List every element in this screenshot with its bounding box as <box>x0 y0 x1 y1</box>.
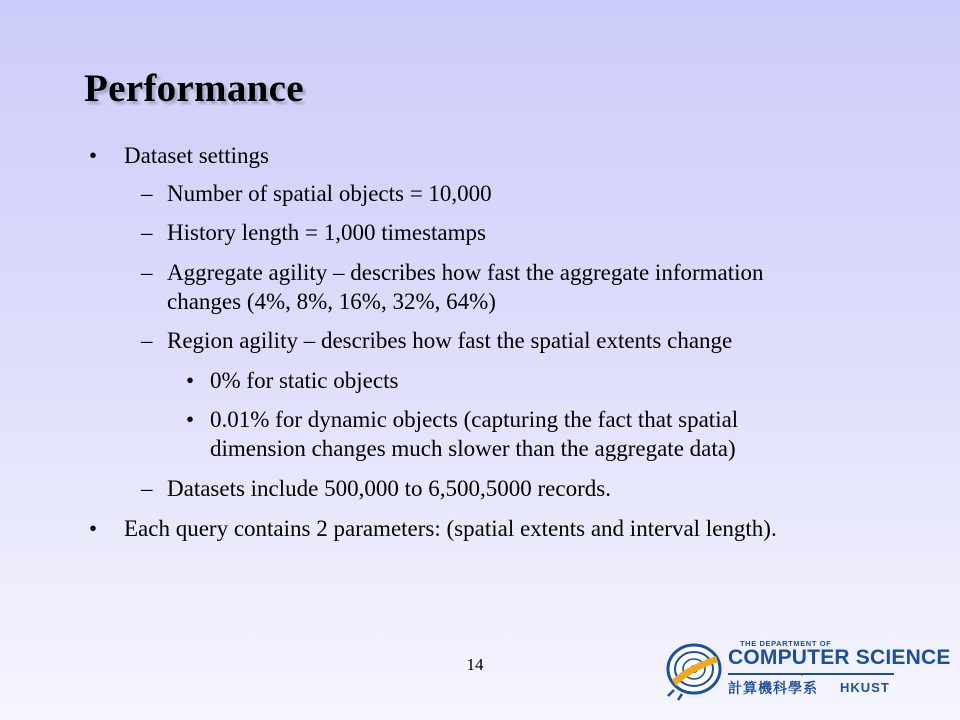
department-logo <box>664 636 951 702</box>
logo-chinese-text: 計算機科學系 <box>728 680 818 696</box>
bullet-text: Aggregate agility – describes how fast the aggregate information <box>167 260 764 285</box>
logo-university-text: HKUST <box>840 680 890 695</box>
bullet-marker: • <box>89 516 98 541</box>
bullet-text: Region agility – describes how fast the spatial extents change <box>167 328 733 353</box>
bullet-text: 0% for static objects <box>210 368 399 393</box>
slide-title: Performance <box>84 67 304 110</box>
dash-marker: – <box>141 328 153 353</box>
bullet-text: Each query contains 2 parameters: (spatial extents and interval length). <box>124 516 777 541</box>
dash-marker: – <box>141 181 153 206</box>
dash-marker: – <box>141 260 153 285</box>
bullet-text-continuation: changes (4%, 8%, 16%, 32%, 64%) <box>167 289 496 314</box>
bullet-text: History length = 1,000 timestamps <box>167 220 486 245</box>
logo-department-text: THE DEPARTMENT OF <box>740 639 832 648</box>
dash-marker: – <box>141 220 153 245</box>
page-number: 14 <box>466 655 484 674</box>
bullet-text: 0.01% for dynamic objects (capturing the fact that spatial <box>210 407 739 432</box>
dash-marker: – <box>141 476 153 501</box>
logo-name-text: COMPUTER SCIENCE <box>728 646 951 669</box>
bullet-marker: • <box>186 407 195 432</box>
bullet-marker: • <box>89 143 98 168</box>
bullet-text-continuation: dimension changes much slower than the aggregate data) <box>210 436 736 461</box>
bullet-marker: • <box>186 368 195 393</box>
bullet-text: Number of spatial objects = 10,000 <box>167 181 492 206</box>
bullet-text: Datasets include 500,000 to 6,500,5000 records. <box>167 476 611 501</box>
bullet-text: Dataset settings <box>124 143 269 168</box>
